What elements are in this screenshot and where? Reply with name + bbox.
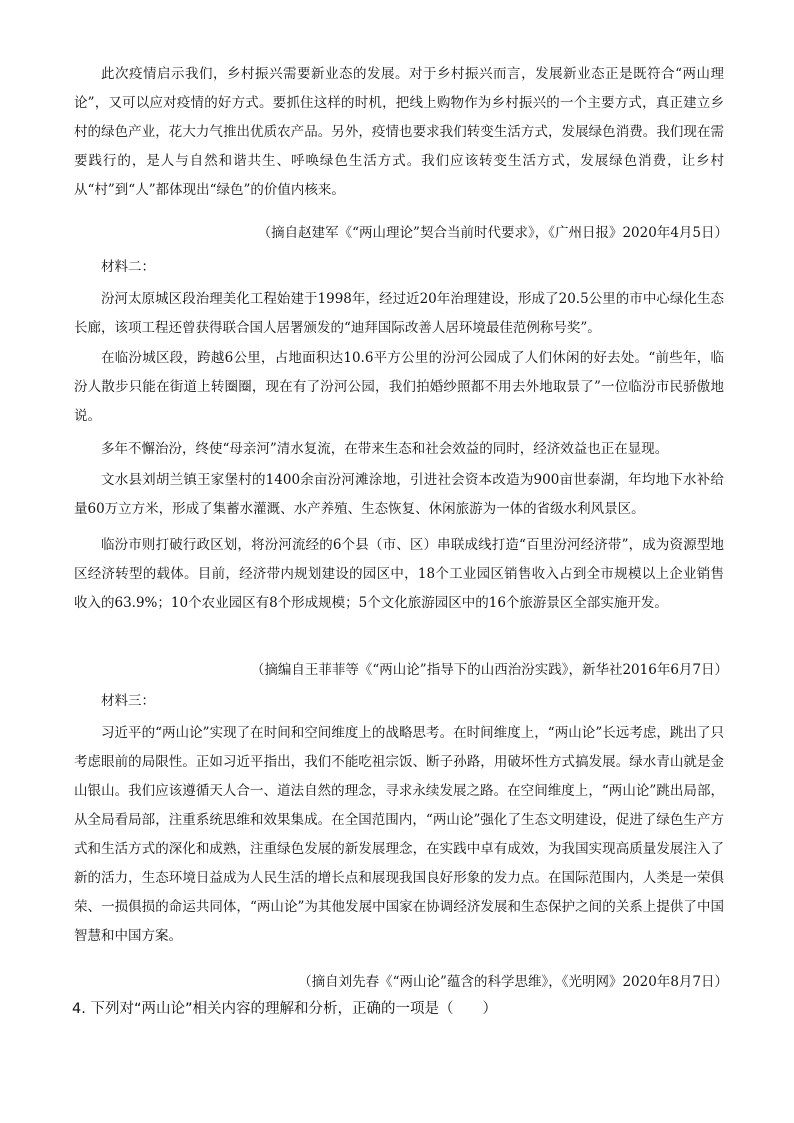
material3-source: （摘自刘先春《“两山论”蕴含的科学思维》，《光明网》2020年8月7日）: [298, 974, 728, 990]
material2-paragraph-5: 临汾市则打破行政区划，将汾河流经的6个县（市、区）串联成线打造“百里汾河经济带”，成为资源型地区经济转型的载体。目前，经济带内规划建设的园区中，18个工业园区销售收入占到全市规模以上企业销售收入的63.9%；10个农业园区有8个形成规模；5个文化旅游园区中的16个旅游景区全部实施开发。: [74, 537, 724, 611]
material1-paragraph: 此次疫情启示我们，乡村振兴需要新业态的发展。对于乡村振兴而言，发展新业态正是既符合“两山理论”，又可以应对疫情的好方式。要抓住这样的时机，把线上购物作为乡村振兴的一个主要方式，真正建立乡村的绿色产业，花大力气推出优质农产品。另外，疫情也要求我们转变生活方式，发展绿色消费。我们现在需要践行的，是人与自然和谐共生、呼唤绿色生活方式。我们应该转变生活方式，发展绿色消费，让乡村从“村”到“人”都体现出“绿色”的价值内核来。: [74, 66, 724, 198]
question-4: 4. 下列对“两山论”相关内容的理解和分析，正确的一项是（ ）: [72, 1001, 497, 1017]
material2-source: （摘编自王菲菲等《“两山论”指导下的山西治汾实践》，新华社2016年6月7日）: [250, 662, 728, 678]
material1-source: （摘自赵建军《“两山理论”契合当前时代要求》，《广州日报》2020年4月5日）: [257, 225, 728, 241]
material2-paragraph-3: 多年不懈治汾，终使“母亲河”清水复流，在带来生态和社会效益的同时，经济效益也正在显现。: [101, 441, 669, 457]
material3-label: 材料三：: [101, 693, 155, 709]
material2-paragraph-1: 汾河太原城区段治理美化工程始建于1998年，经过近20年治理建设，形成了20.5公里的市中心绿化生态长廊，该项工程还曾获得联合国人居署颁发的“迪拜国际改善人居环境最佳范例称号奖”。: [74, 291, 724, 336]
material2-paragraph-4: 文水县刘胡兰镇王家堡村的1400余亩汾河滩涂地，引进社会资本改造为900亩世泰湖，年均地下水补给量60万立方米，形成了集蓄水灌溉、水产养殖、生态恢复、休闲旅游为一体的省级水利风景区。: [74, 472, 724, 517]
material2-label: 材料二：: [101, 259, 155, 275]
material3-paragraph: 习近平的“两山论”实现了在时间和空间维度上的战略思考。在时间维度上，“两山论”长远考虑，跳出了只考虑眼前的局限性。正如习近平指出，我们不能吃祖宗饭、断子孙路，用破坏性方式搞发展。绿水青山就是金山银山。我们应该遵循天人合一、道法自然的理念，寻求永续发展之路。在空间维度上，“两山论”跳出局部，从全局看局部，注重系统思维和效果集成。在全国范围内，“两山论”强化了生态文明建设，促进了绿色生产方式和生活方式的深化和成熟，注重绿色发展的新发展理念，在实践中卓有成效，为我国实现高质量发展注入了新的活力，生态环境日益成为人民生活的增长点和展现我国良好形象的发力点。在国际范围内，人类是一荣俱荣、一损俱损的命运共同体，“两山论”为其他发展中国家在协调经济发展和生态保护之间的关系上提供了中国智慧和中国方案。: [74, 725, 724, 944]
material2-paragraph-2: 在临汾城区段，跨越6公里，占地面积达10.6平方公里的汾河公园成了人们休闲的好去处。“前些年，临汾人散步只能在街道上转圈圈，现在有了汾河公园，我们拍婚纱照都不用去外地取景了”一位临汾市民骄傲地说。: [74, 350, 724, 424]
